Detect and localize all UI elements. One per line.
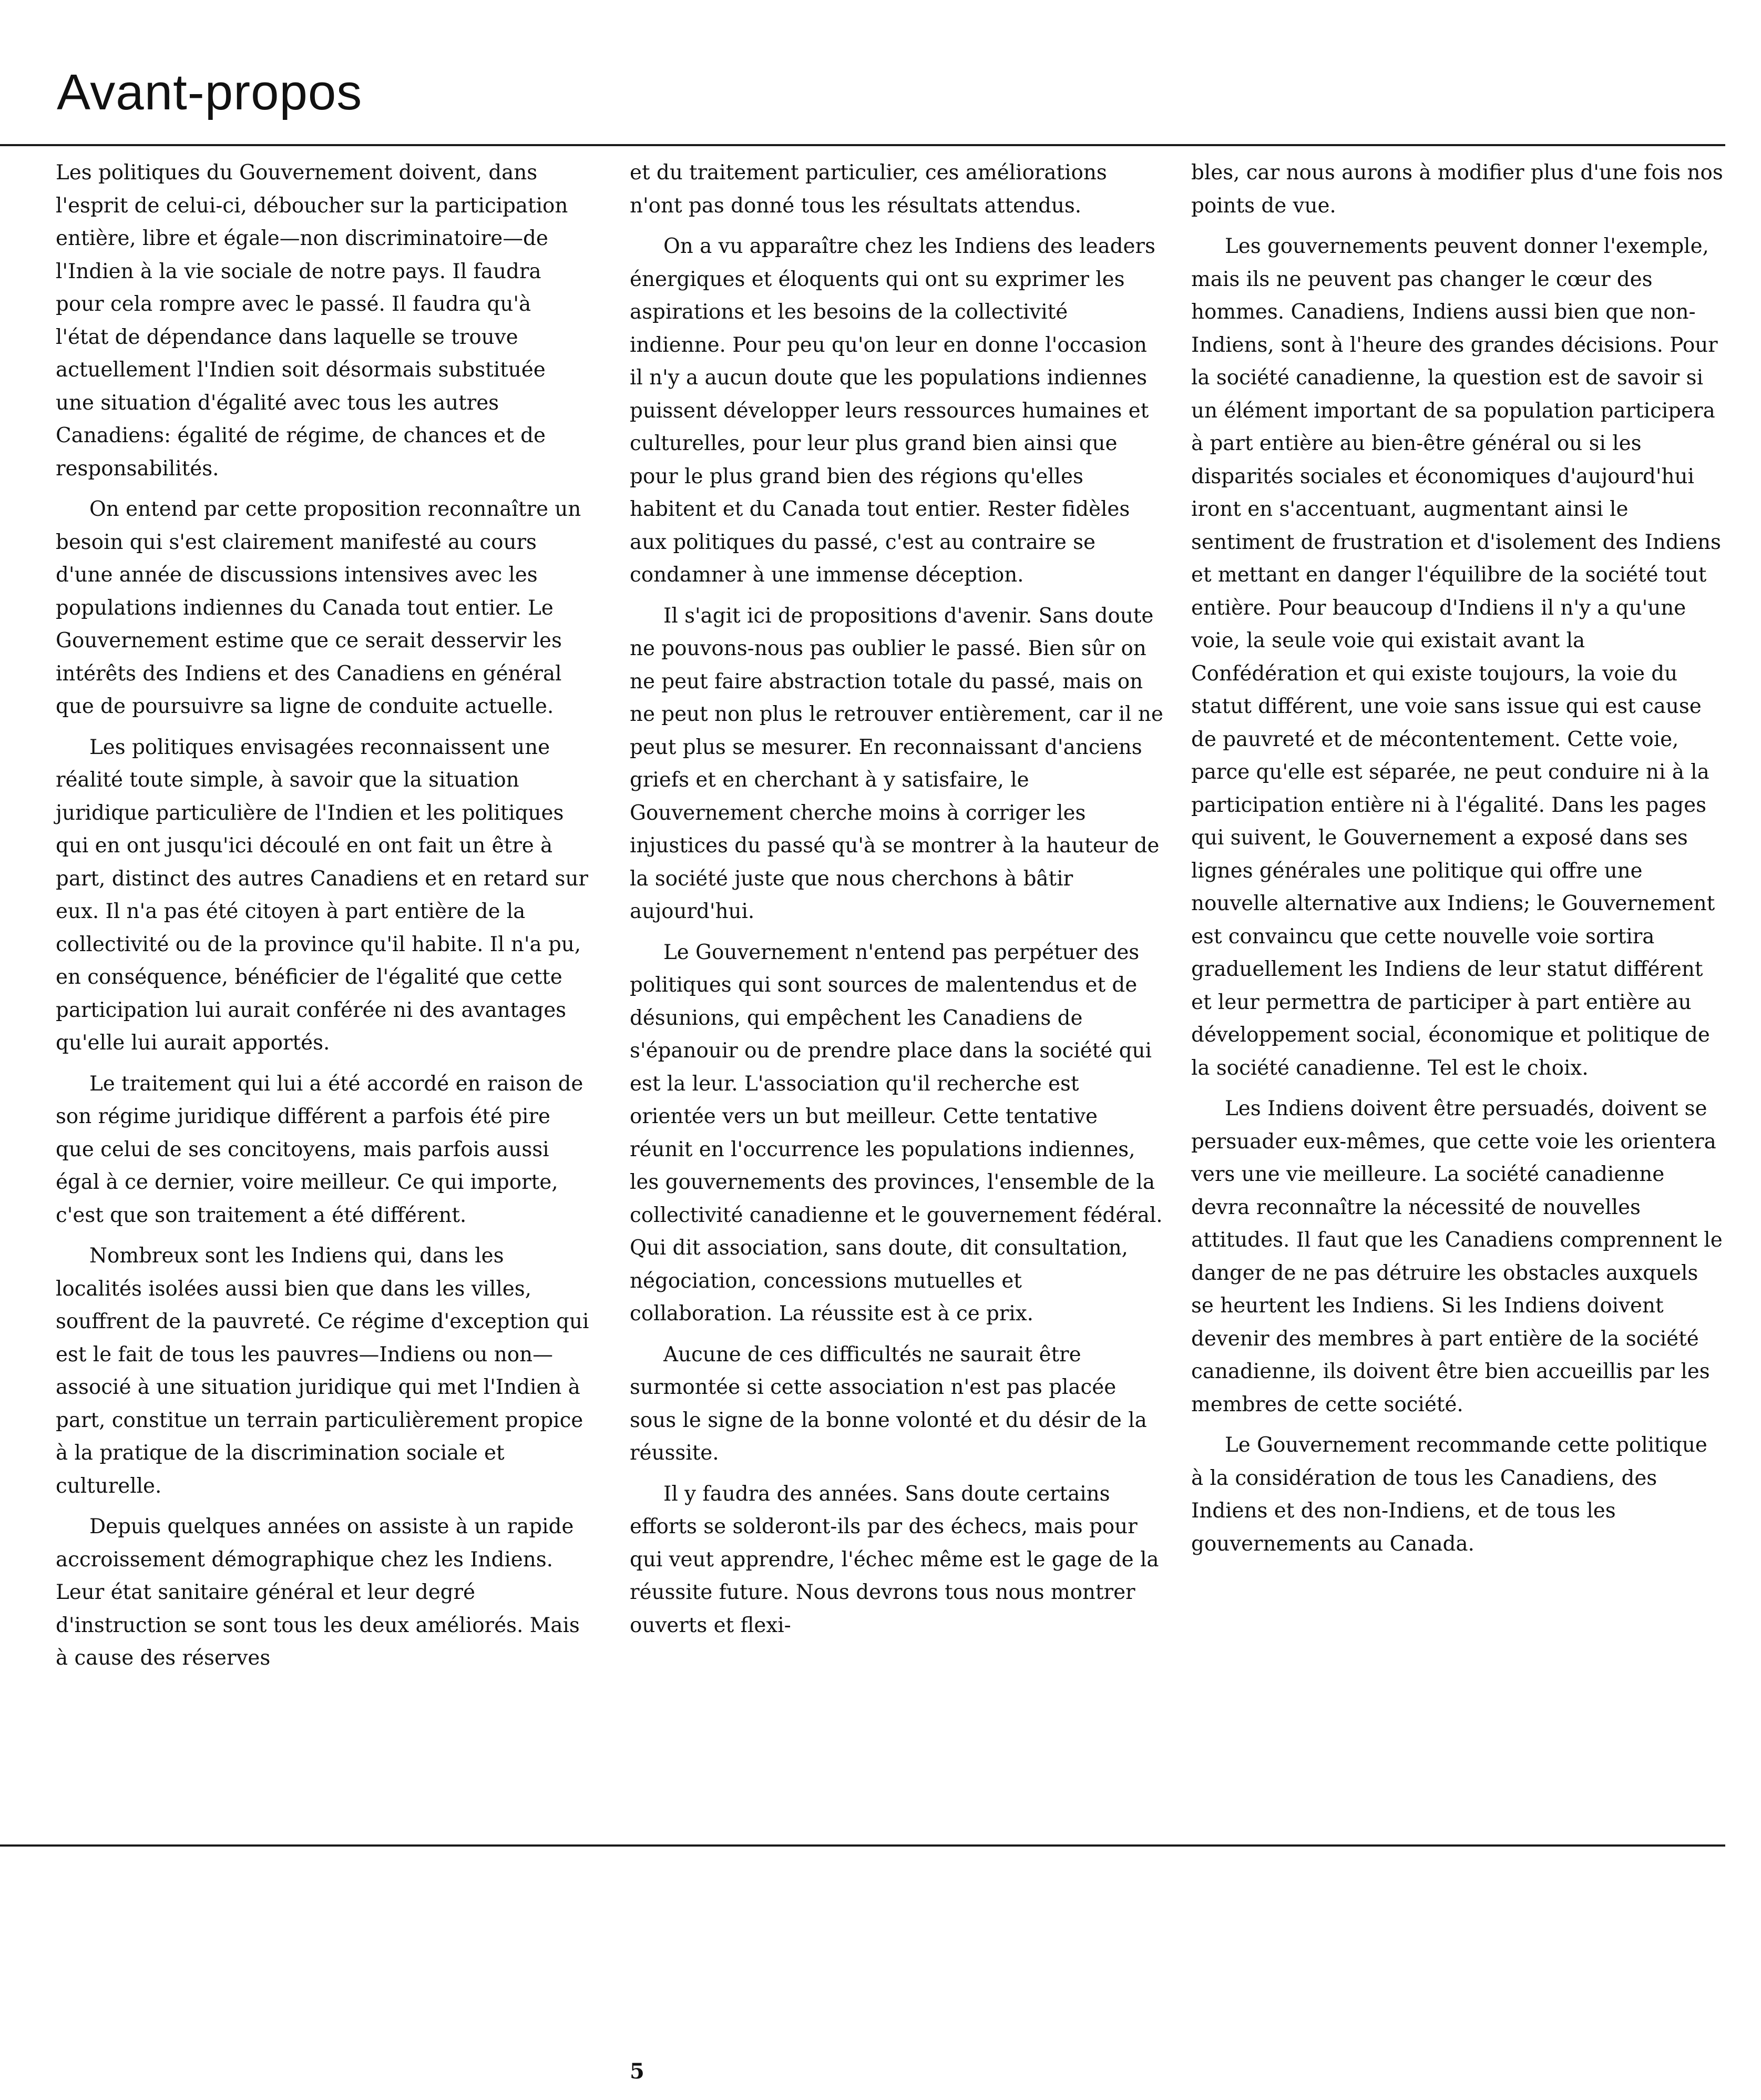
page-number: 5 [630,2059,644,2084]
paragraph: Nombreux sont les Indiens qui, dans les localités isolées aussi bien que dans les villes, souffrent de la pauvreté. Ce régime d'exception qui est le fait de tous les pauvres—Indiens ou non—associé à une situation juridique qui met l'Indien à part, constitue un terrain particulièrement propice à la pratique de la discrimination sociale et culturelle. [56,1244,589,1498]
paragraph: bles, car nous aurons à modifier plus d'une fois nos points de vue. [1191,161,1723,218]
paragraph: Il s'agit ici de propositions d'avenir. Sans doute ne pouvons-nous pas oublier le passé. Bien sûr on ne peut faire abstraction totale du passé, mais on ne peut non plus le retrouver entièrement, car il ne peut plus se mesurer. En reconnaissant d'anciens griefs et en cherchant à y satisfaire, le Gouvernement cherche moins à corriger les injustices du passé qu'à se montrer à la hauteur de la société juste que nous cherchons à bâtir aujourd'hui. [630,604,1163,923]
paragraph: Le Gouvernement recommande cette politique à la considération de tous les Canadiens, des Indiens et des non-Indiens, et de tous les gouvernements au Canada. [1191,1433,1707,1556]
bottom-rule [0,1844,1725,1847]
paragraph: Le Gouvernement n'entend pas perpétuer des politiques qui sont sources de malentendus et de désunions, qui empêchent les Canadiens de s'épanouir ou de prendre place dans la société qui est la leur. L'association qu'il recherche est orientée vers un but meilleur. Cette tentative réunit en l'occurrence les populations indiennes, les gouvernements des provinces, l'ensemble de la collectivité canadienne et le gouvernement fédéral. Qui dit association, sans doute, dit consultation, négociation, concessions mutuelles et collaboration. La réussite est à ce prix. [630,940,1163,1326]
top-rule [0,144,1725,146]
paragraph: Les politiques envisagées reconnaissent une réalité toute simple, à savoir que la situation juridique particulière de l'Indien et les politiques qui en ont jusqu'ici découlé en ont fait un être à part, distinct des autres Canadiens et en retard sur eux. Il n'a pas été citoyen à part entière de la collectivité ou de la province qu'il habite. Il n'a pu, en conséquence, bénéficier de l'égalité que cette participation lui aurait conférée ni des avantages qu'elle lui aurait apportés. [56,735,588,1055]
paragraph: Il y faudra des années. Sans doute certains efforts se solderont-ils par des échecs, mais pour qui veut apprendre, l'échec même est le gage de la réussite future. Nous devrons tous nous montrer ouverts et flexi- [630,1482,1159,1637]
paragraph: Les gouvernements peuvent donner l'exemple, mais ils ne peuvent pas changer le cœur des hommes. Canadiens, Indiens aussi bien que non-Indiens, sont à l'heure des grandes décisions. Pour la société canadienne, la question est de savoir si un élément important de sa population participera à part entière au bien-être général ou si les disparités sociales et économiques d'aujourd'hui iront en s'accentuant, augmentant ainsi le sentiment de frustration et d'isolement des Indiens et mettant en danger l'équilibre de la société tout entière. Pour beaucoup d'Indiens il n'y a qu'une voie, la seule voie qui existait avant la Confédération et qui existe toujours, la voie du statut différent, une voie sans issue qui est cause de pauvreté et de mécontentement. Cette voie, parce qu'elle est séparée, ne peut conduire ni à la participation entière ni à l'égalité. Dans les pages qui suivent, le Gouvernement a exposé dans ses lignes générales une politique qui offre une nouvelle alternative aux Indiens; le Gouvernement est convaincu que cette nouvelle voie sortira graduellement les Indiens de leur statut différent et leur permettra de participer à part entière au développement social, économique et politique de la société canadienne. Tel est le choix. [1191,235,1721,1080]
paragraph: Les politiques du Gouvernement doivent, dans l'esprit de celui-ci, déboucher sur la participation entière, libre et égale—non discriminatoire—de l'Indien à la vie sociale de notre pays. Il faudra pour cela rompre avec le passé. Il faudra qu'à l'état de dépendance dans laquelle se trouve actuellement l'Indien soit désormais substituée une situation d'égalité avec tous les autres Canadiens: égalité de régime, de chances et de responsabilités. [56,161,568,481]
paragraph: On a vu apparaître chez les Indiens des leaders énergiques et éloquents qui ont su exprimer les aspirations et les besoins de la collectivité indienne. Pour peu qu'on leur en donne l'occasion il n'y a aucun doute que les populations indiennes puissent développer leurs ressources humaines et culturelles, pour leur plus grand bien ainsi que pour le plus grand bien des régions qu'elles habitent et du Canada tout entier. Rester fidèles aux politiques du passé, c'est au contraire se condamner à une immense déception. [630,235,1155,587]
paragraph: Depuis quelques années on assiste à un rapide accroissement démographique chez les Indiens. Leur état sanitaire général et leur degré d'instruction se sont tous les deux améliorés. Mais à cause des réserves [56,1515,580,1670]
paragraph: Le traitement qui lui a été accordé en raison de son régime juridique différent a parfois été pire que celui de ses concitoyens, mais parfois aussi égal à ce dernier, voire meilleur. Ce qui importe, c'est que son traitement a été différent. [56,1072,583,1227]
paragraph: et du traitement particulier, ces améliorations n'ont pas donné tous les résultats attendus. [630,161,1107,218]
text-column-1 [56,157,590,1683]
text-column-2 [630,157,1164,1650]
text-column-3 [1191,157,1725,1568]
paragraph: Aucune de ces difficultés ne saurait être surmontée si cette association n'est pas placée sous le signe de la bonne volonté et du désir de la réussite. [630,1342,1147,1465]
paragraph: Les Indiens doivent être persuadés, doivent se persuader eux-mêmes, que cette voie les orientera vers une vie meilleure. La société canadienne devra reconnaître la nécessité de nouvelles attitudes. Il faut que les Canadiens comprennent le danger de ne pas détruire les obstacles auxquels se heurtent les Indiens. Si les Indiens doivent devenir des membres à part entière de la société canadienne, ils doivent être bien accueillis par les membres de cette société. [1191,1097,1723,1416]
paragraph: On entend par cette proposition reconnaître un besoin qui s'est clairement manifesté au cours d'une année de discussions intensives avec les populations indiennes du Canada tout entier. Le Gouvernement estime que ce serait desservir les intérêts des Indiens et des Canadiens en général que de poursuivre sa ligne de conduite actuelle. [56,497,581,718]
page-title: Avant-propos [57,64,363,120]
